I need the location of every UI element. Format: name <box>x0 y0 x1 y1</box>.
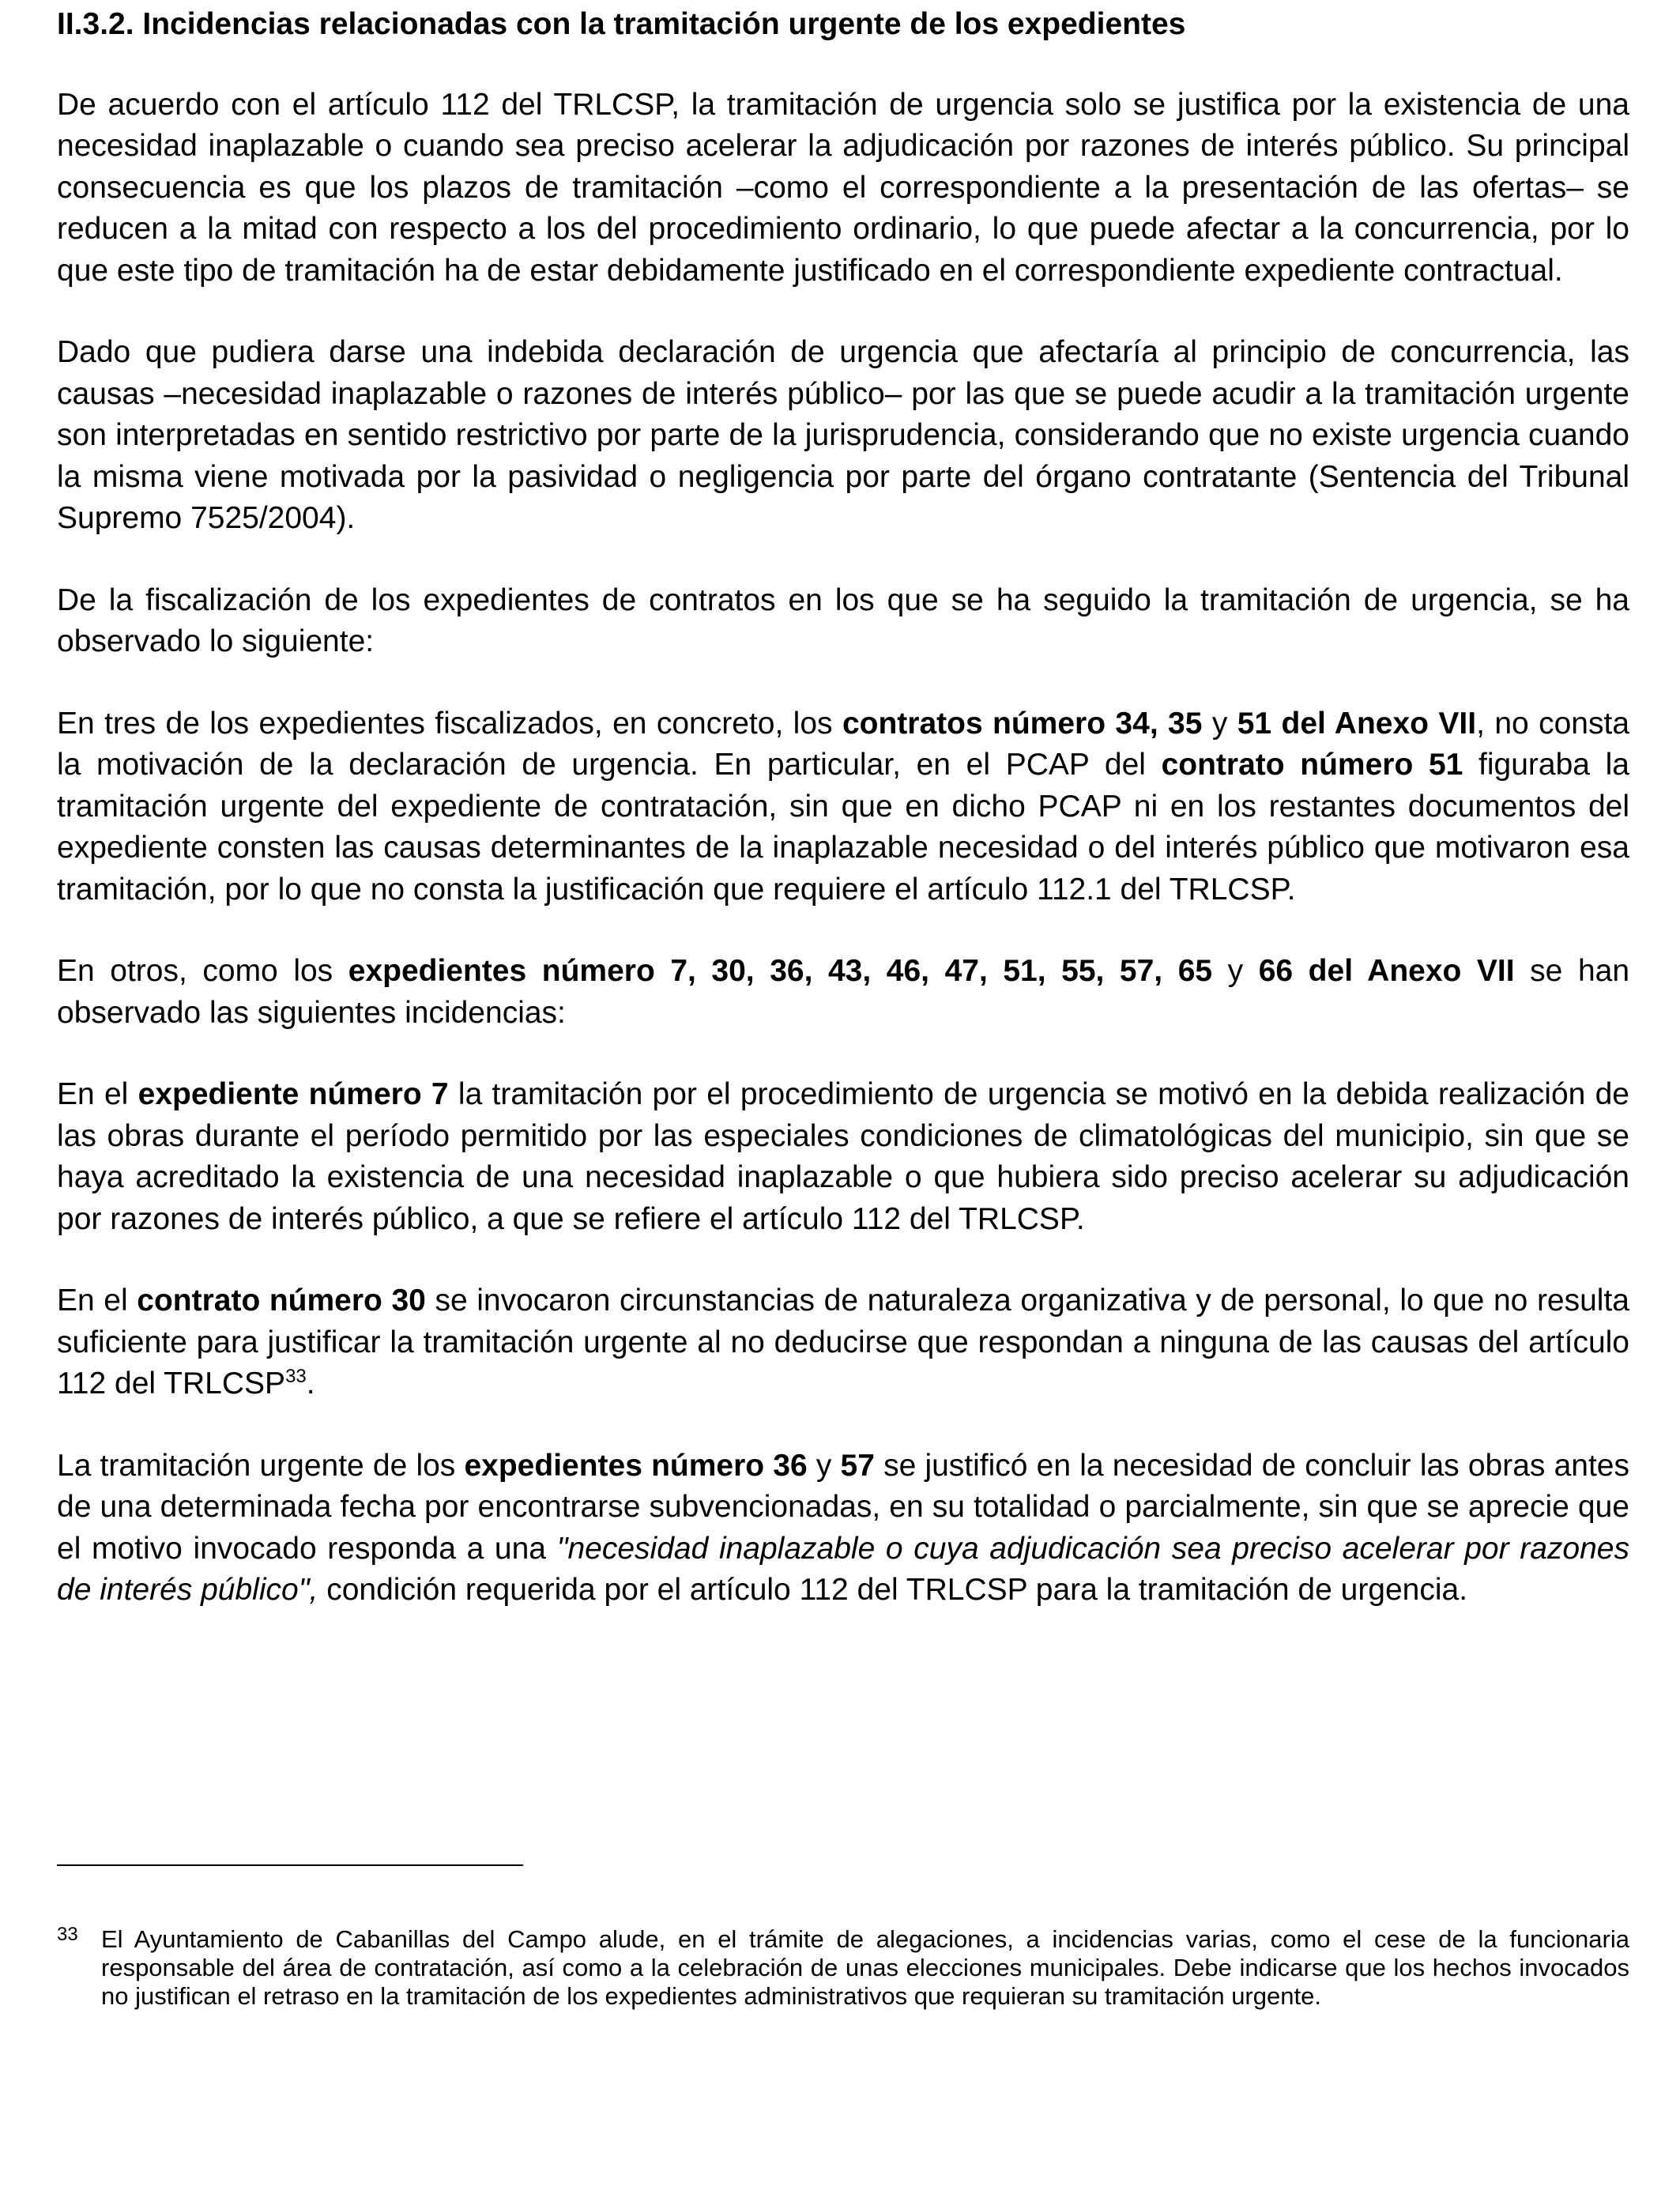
footnote-text: El Ayuntamiento de Cabanillas del Campo alude, en el trámite de alegaciones, a incidencias varias, como el cese de la funcionaria responsable del área de contratación, así como a la celebración de unas elecciones municipales. Debe indicarse que los hechos invocados no justifican el retraso en la tramitación de los expedientes administrativos que requieran su tramitación urgente. <box>101 1925 1629 2010</box>
footnote-separator <box>57 1864 523 1866</box>
footnote-number: 33 <box>57 1924 78 1945</box>
paragraph-jurisprudence: Dado que pudiera darse una indebida declaración de urgencia que afectaría al principio de concurrencia, las causas –necesidad inaplazable o razones de interés público– por las que se puede acudir a la tramitación urgente son interpretadas en sentido restrictivo por parte de la jurisprudencia, considerando que no existe urgencia cuando la misma viene motivada por la pasividad o negligencia por parte del órgano contratante (Sentencia del Tribunal Supremo 7525/2004). <box>57 335 1629 536</box>
paragraph-urgency-definition: De acuerdo con el artículo 112 del TRLCSP, la tramitación de urgencia solo se justifica por la existencia de una necesidad inaplazable o cuando sea preciso acelerar la adjudicación por razones de interés público. Su principal consecuencia es que los plazos de tramitación –como el correspondiente a la presentación de las ofertas– se reducen a la mitad con respecto a los del procedimiento ordinario, lo que puede afectar a la concurrencia, por lo que este tipo de tramitación ha de estar debidamente justificado en el correspondiente expediente contractual. <box>57 87 1629 288</box>
paragraph-observations-intro: De la fiscalización de los expedientes de contratos en los que se ha seguido la tramitación de urgencia, se ha observado lo siguiente: <box>57 582 1629 659</box>
document-page <box>57 0 1629 1612</box>
paragraph-contracts-34-35-51: En tres de los expedientes fiscalizados, en concreto, los contratos número 34, 35 y 51 del Anexo VII, no consta la motivación de la declaración de urgencia. En particular, en el PCAP del contrato número 51 figuraba la tramitación urgente del expediente de contratación, sin que en dicho PCAP ni en los restantes documentos del expediente consten las causas determinantes de la inaplazable necesidad o del interés público que motivaron esa tramitación, por lo que no consta la justificación que requiere el artículo 112.1 del TRLCSP. <box>57 706 1630 907</box>
paragraph-expedientes-36-57: La tramitación urgente de los expedientes número 36 y 57 se justificó en la necesidad de concluir las obras antes de una determinada fecha por encontrarse subvencionadas, en su totalidad o parcialmente, sin que se aprecie que el motivo invocado responda a una "necesidad inaplazable o cuya adjudicación sea preciso acelerar por razones de interés público", condición requerida por el artículo 112 del TRLCSP para la tramitación de urgencia. <box>57 1448 1629 1608</box>
paragraph-other-expedientes: En otros, como los expedientes número 7, 30, 36, 43, 46, 47, 51, 55, 57, 65 y 66 del Anexo VII se han observado las siguientes incidencias: <box>57 954 1630 1030</box>
section-heading: II.3.2. Incidencias relacionadas con la tramitación urgente de los expedientes <box>57 7 1186 41</box>
paragraph-expediente-7: En el expediente número 7 la tramitación por el procedimiento de urgencia se motivó en la debida realización de las obras durante el período permitido por las especiales condiciones de climatológicas del municipio, sin que se haya acreditado la existencia de una necesidad inaplazable o que hubiera sido preciso acelerar su adjudicación por razones de interés público, a que se refiere el artículo 112 del TRLCSP. <box>57 1077 1629 1236</box>
paragraph-contrato-30: En el contrato número 30 se invocaron circunstancias de naturaleza organizativa y de personal, lo que no resulta suficiente para justificar la tramitación urgente al no deducirse que respondan a ninguna de las causas del artículo 112 del TRLCSP$^{33}$. <box>57 1284 1629 1401</box>
footnote <box>57 1925 1629 2011</box>
footnote-reference: 33 <box>285 1366 307 1388</box>
